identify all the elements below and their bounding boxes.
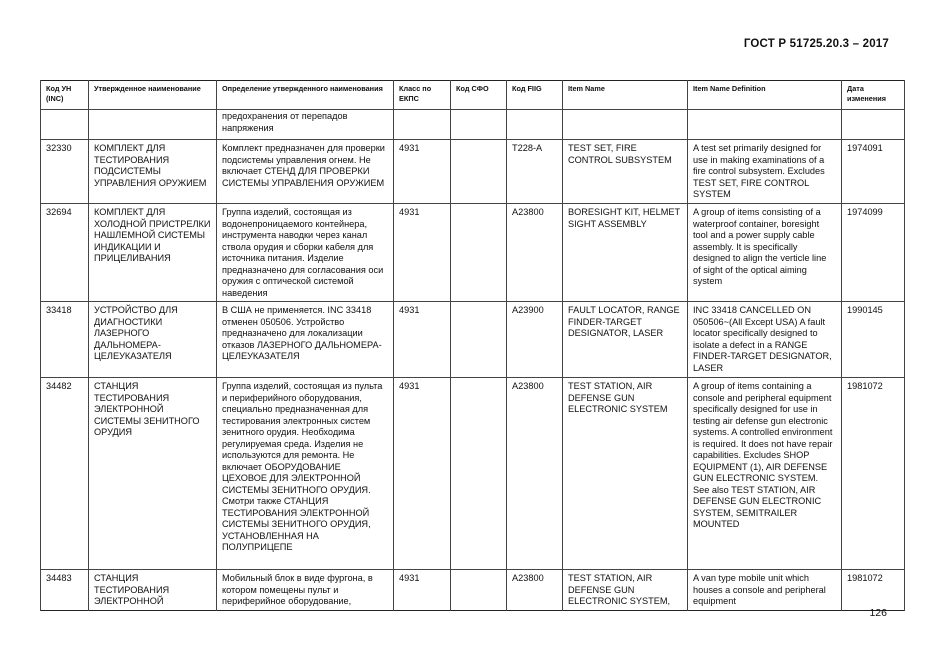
cell-class: 4931: [394, 570, 451, 611]
column-header-item-name: Item Name: [563, 81, 688, 110]
cell-definition: В США не применяется. INC 33418 отменен 050506. Устройство предназначено для локализации отказов ЛАЗЕРНОГО ДАЛЬНОМЕРА-ЦЕЛЕУКАЗАТЕЛЯ: [217, 302, 394, 378]
cell-class: 4931: [394, 140, 451, 204]
cell-sfo: [451, 378, 507, 570]
cell-approved-name: СТАНЦИЯ ТЕСТИРОВАНИЯ ЭЛЕКТРОННОЙ СИСТЕМЫ ЗЕНИТНОГО ОРУДИЯ: [89, 378, 217, 570]
cell-date: 1974099: [842, 204, 905, 302]
cell-sfo: [451, 204, 507, 302]
cell-sfo: [451, 110, 507, 140]
cell-item-name: TEST STATION, AIR DEFENSE GUN ELECTRONIC SYSTEM,: [563, 570, 688, 611]
cell-class: 4931: [394, 302, 451, 378]
table-row: [41, 378, 905, 570]
page-number: 126: [869, 607, 887, 619]
column-header-class: Класс по ЕКПС: [394, 81, 451, 110]
cell-item-definition: A test set primarily designed for use in making examinations of a fire control subsystem. Excludes TEST SET, FIRE CONTROL SYSTEM: [688, 140, 842, 204]
cell-class: 4931: [394, 378, 451, 570]
cell-item-definition: [688, 110, 842, 140]
cell-item-name: [563, 110, 688, 140]
column-header-approved-name: Утвержденное наименование: [89, 81, 217, 110]
cell-approved-name: КОМПЛЕКТ ДЛЯ ТЕСТИРОВАНИЯ ПОДСИСТЕМЫ УПРАВЛЕНИЯ ОРУЖИЕМ: [89, 140, 217, 204]
column-header-inc: Код УН (INC): [41, 81, 89, 110]
table-row: [41, 140, 905, 204]
cell-sfo: [451, 302, 507, 378]
cell-date: 1990145: [842, 302, 905, 378]
cell-item-name: FAULT LOCATOR, RANGE FINDER-TARGET DESIGNATOR, LASER: [563, 302, 688, 378]
cell-definition: Мобильный блок в виде фургона, в котором помещены пульт и периферийное оборудование,: [217, 570, 394, 611]
cell-inc: 34482: [41, 378, 89, 570]
column-header-item-definition: Item Name Definition: [688, 81, 842, 110]
cell-class: [394, 110, 451, 140]
cell-definition: Группа изделий, состоящая из пульта и периферийного оборудования, специально предназначенная для тестирования электронных систем зенитного орудия. Необходима регулируемая среда. Изделия не используются для ремонта. Не включает ОБОРУДОВАНИЕ ЦЕХОВОЕ ДЛЯ ЭЛЕКТРОННОЙ СИСТЕМЫ ЗЕНИТНОГО ОРУДИЯ. Смотри также СТАНЦИЯ ТЕСТИРОВАНИЯ ЭЛЕКТРОННОЙ СИСТЕМЫ ЗЕНИТНОГО ОРУДИЯ, УСТАНОВЛЕННАЯ НА ПОЛУПРИЦЕПЕ: [217, 378, 394, 570]
cell-definition: предохранения от перепадов напряжения: [217, 110, 394, 140]
column-header-definition: Определение утвержденного наименования: [217, 81, 394, 110]
cell-approved-name: КОМПЛЕКТ ДЛЯ ХОЛОДНОЙ ПРИСТРЕЛКИ НАШЛЕМНОЙ СИСТЕМЫ ИНДИКАЦИИ И ПРИЦЕЛИВАНИЯ: [89, 204, 217, 302]
cell-date: 1981072: [842, 570, 905, 611]
cell-fiig: A23900: [507, 302, 563, 378]
cell-approved-name: СТАНЦИЯ ТЕСТИРОВАНИЯ ЭЛЕКТРОННОЙ: [89, 570, 217, 611]
column-header-fiig: Код FIIG: [507, 81, 563, 110]
cell-item-name: BORESIGHT KIT, HELMET SIGHT ASSEMBLY: [563, 204, 688, 302]
cell-fiig: A23800: [507, 204, 563, 302]
cell-sfo: [451, 570, 507, 611]
cell-fiig: A23800: [507, 570, 563, 611]
cell-item-definition: A group of items consisting of a waterproof container, boresight tool and a power supply cable assembly. It is specifically designed to align the verticle line of sight of the optical aiming system: [688, 204, 842, 302]
column-header-sfo: Код СФО: [451, 81, 507, 110]
cell-date: [842, 110, 905, 140]
cell-class: 4931: [394, 204, 451, 302]
table-row: [41, 302, 905, 378]
table-header-row: [41, 81, 905, 110]
cell-definition: Комплект предназначен для проверки подсистемы управления огнем. Не включает СТЕНД ДЛЯ ПРОВЕРКИ СИСТЕМЫ УПРАВЛЕНИЯ ОРУЖИЕМ: [217, 140, 394, 204]
cell-inc: 32694: [41, 204, 89, 302]
table-row: [41, 204, 905, 302]
cell-date: 1981072: [842, 378, 905, 570]
cell-inc: 34483: [41, 570, 89, 611]
cell-item-definition: A van type mobile unit which houses a console and peripheral equipment: [688, 570, 842, 611]
cell-sfo: [451, 140, 507, 204]
cell-date: 1974091: [842, 140, 905, 204]
cell-definition: Группа изделий, состоящая из водонепроницаемого контейнера, инструмента наводки через канал ствола орудия и сборки кабеля для источника питания. Изделие предназначено для согласования оси оружия с оптической системой наведения: [217, 204, 394, 302]
cell-item-name: TEST STATION, AIR DEFENSE GUN ELECTRONIC SYSTEM: [563, 378, 688, 570]
table-row: [41, 570, 905, 611]
cell-approved-name: [89, 110, 217, 140]
cell-item-definition: INC 33418 CANCELLED ON 050506~(All Except USA) A fault locator specifically designed to isolate a defect in a RANGE FINDER-TARGET DESIGNATOR, LASER: [688, 302, 842, 378]
cell-inc: 33418: [41, 302, 89, 378]
cell-fiig: [507, 110, 563, 140]
cell-item-name: TEST SET, FIRE CONTROL SUBSYSTEM: [563, 140, 688, 204]
cell-approved-name: УСТРОЙСТВО ДЛЯ ДИАГНОСТИКИ ЛАЗЕРНОГО ДАЛЬНОМЕРА-ЦЕЛЕУКАЗАТЕЛЯ: [89, 302, 217, 378]
nomenclature-table: [40, 80, 905, 611]
column-header-date: Дата изменения: [842, 81, 905, 110]
cell-item-definition: A group of items containing a console and peripheral equipment specifically designed for use in testing air defense gun electronic systems. A controlled environment is required. It does not have repair capabilities. Excludes SHOP EQUIPMENT (1), AIR DEFENSE GUN ELECTRONIC SYSTEM. See also TEST STATION, AIR DEFENSE GUN ELECTRONIC SYSTEM, SEMITRAILER MOUNTED: [688, 378, 842, 570]
table-row-continuation: [41, 110, 905, 140]
cell-inc: [41, 110, 89, 140]
cell-inc: 32330: [41, 140, 89, 204]
cell-fiig: A23800: [507, 378, 563, 570]
document-number: ГОСТ Р 51725.20.3 – 2017: [743, 38, 889, 50]
cell-fiig: T228-A: [507, 140, 563, 204]
